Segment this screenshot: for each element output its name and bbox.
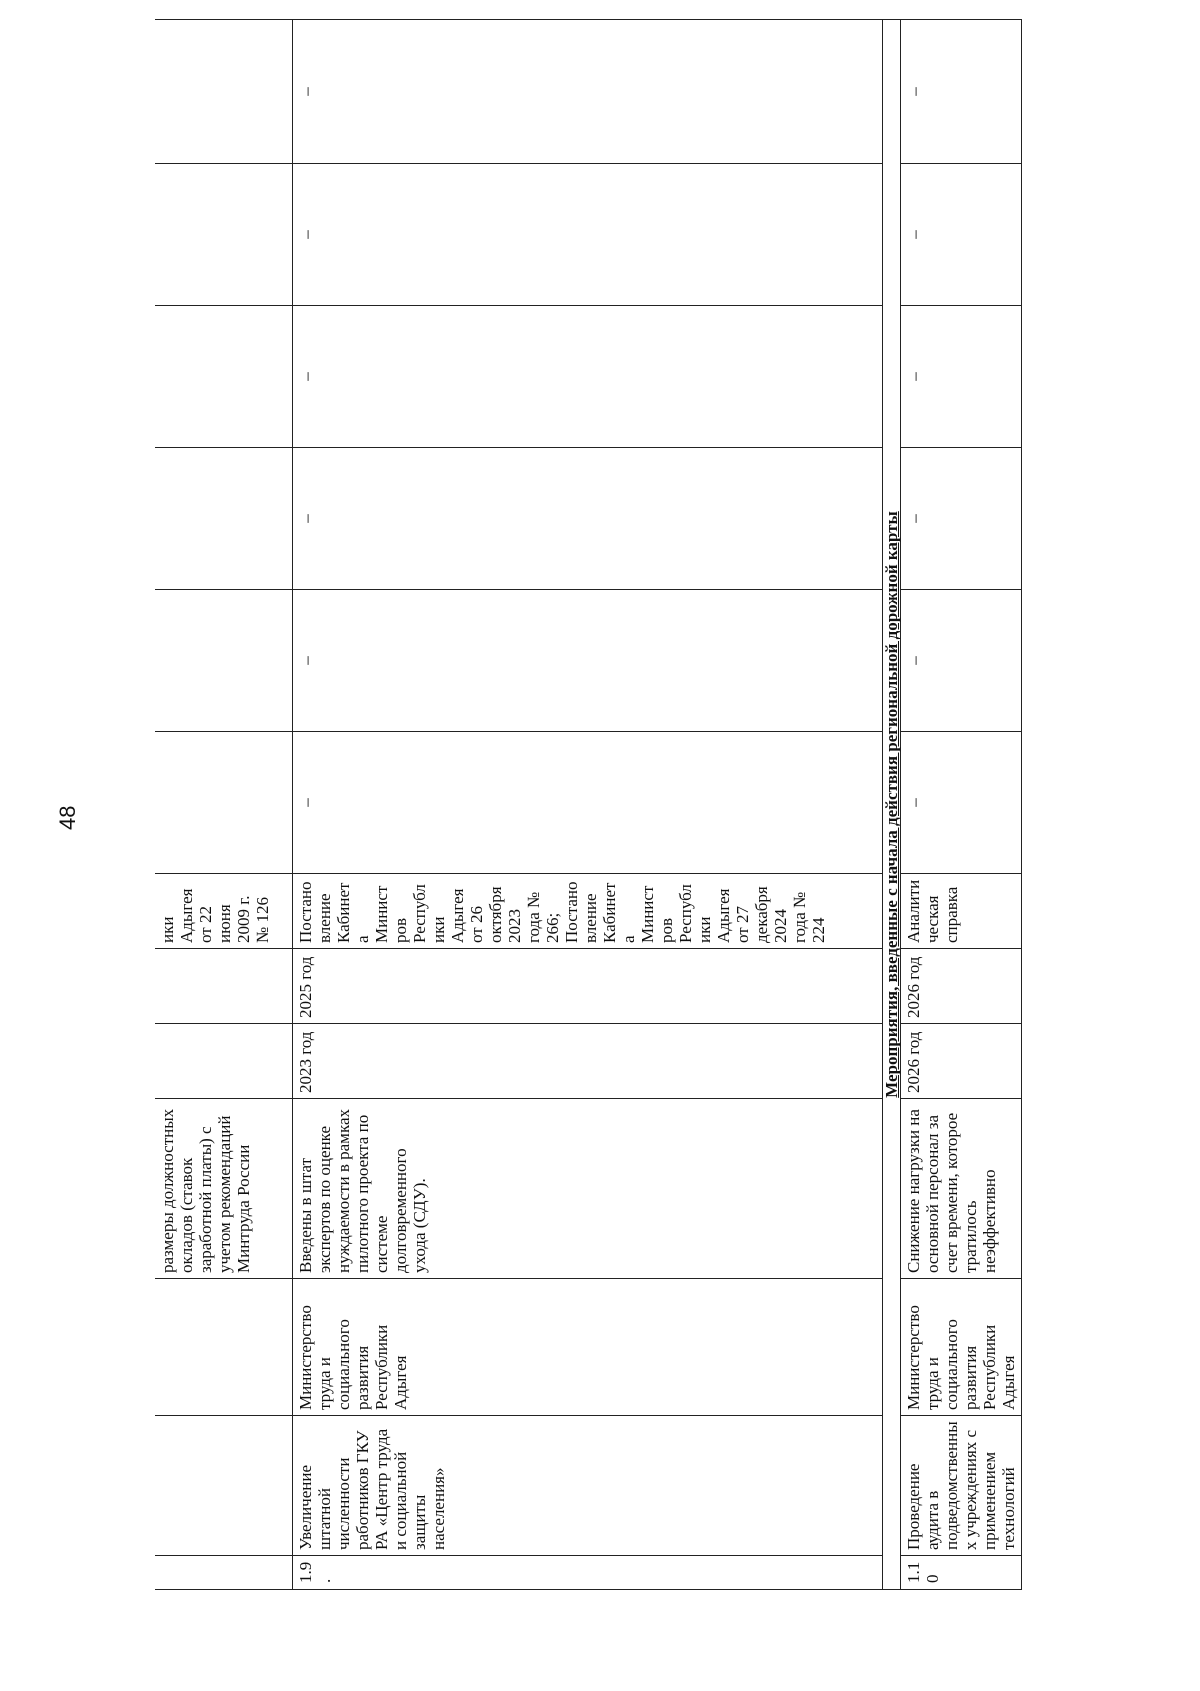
cell-document: ики Адыгея от 22 июня 2009 г. № 126 [155, 874, 292, 949]
cell-document: Постановление Кабинета Министров Республики Адыгея от 26 октября 2023 года № 266; Постановление Кабинета Министров Республики Адыгея от 27 декабря 2024 года № 224 [292, 874, 882, 949]
section-header [882, 20, 900, 1590]
cell-name: Увеличение штатной численности работников ГКУ РА «Центр труда и социальной защиты населения» [292, 1416, 882, 1556]
table-row [155, 20, 292, 1590]
cell-name: Проведение аудита в подведомственных учреждениях с применением технологий [900, 1416, 1021, 1556]
cell-start [155, 1024, 292, 1099]
cell-result: Снижение нагрузки на основной персонал за счет времени, которое тратилось неэффективно [900, 1099, 1021, 1279]
cell-start: 2026 год [900, 1024, 1021, 1099]
cell-num: 1.10 [900, 1556, 1021, 1590]
section-header-text: Мероприятия, введенные с начала действия региональной дорожной карты [881, 511, 901, 1098]
cell-c10: – [292, 448, 882, 590]
cell-result: Введены в штат экспертов по оценке нуждаемости в рамках пилотного проекта по системе долговременного ухода (СДУ). [292, 1099, 882, 1279]
cell-executor [155, 1279, 292, 1416]
cell-start: 2023 год [292, 1024, 882, 1099]
table-row [900, 20, 1021, 1590]
cell-result: размеры должностных окладов (ставок заработной платы) с учетом рекомендаций Минтруда России [155, 1099, 292, 1279]
cell-c9 [155, 590, 292, 732]
cell-c8: – [900, 732, 1021, 874]
page-number: 48 [55, 805, 80, 830]
cell-c12: – [900, 164, 1021, 306]
cell-c11: – [292, 306, 882, 448]
cell-c10: – [900, 448, 1021, 590]
cell-end [155, 949, 292, 1024]
cell-c11 [155, 306, 292, 448]
roadmap-table [155, 19, 1022, 1590]
cell-num [155, 1556, 292, 1590]
cell-document: Аналитическая справка [900, 874, 1021, 949]
cell-executor: Министерство труда и социального развития Республики Адыгея [900, 1279, 1021, 1416]
cell-executor: Министерство труда и социального развития Республики Адыгея [292, 1279, 882, 1416]
cell-end: 2025 год [292, 949, 882, 1024]
cell-end: 2026 год [900, 949, 1021, 1024]
cell-name [155, 1416, 292, 1556]
cell-c8: – [292, 732, 882, 874]
cell-c13: – [900, 20, 1021, 164]
table-row [292, 20, 882, 1590]
cell-num: 1.9. [292, 1556, 882, 1590]
cell-c13 [155, 20, 292, 164]
cell-c13: – [292, 20, 882, 164]
rotated-table-wrapper [155, 20, 1090, 1590]
cell-c8 [155, 732, 292, 874]
cell-c9: – [292, 590, 882, 732]
cell-c12: – [292, 164, 882, 306]
cell-c11: – [900, 306, 1021, 448]
cell-c10 [155, 448, 292, 590]
cell-c9: – [900, 590, 1021, 732]
section-header-row [882, 20, 900, 1590]
cell-c12 [155, 164, 292, 306]
